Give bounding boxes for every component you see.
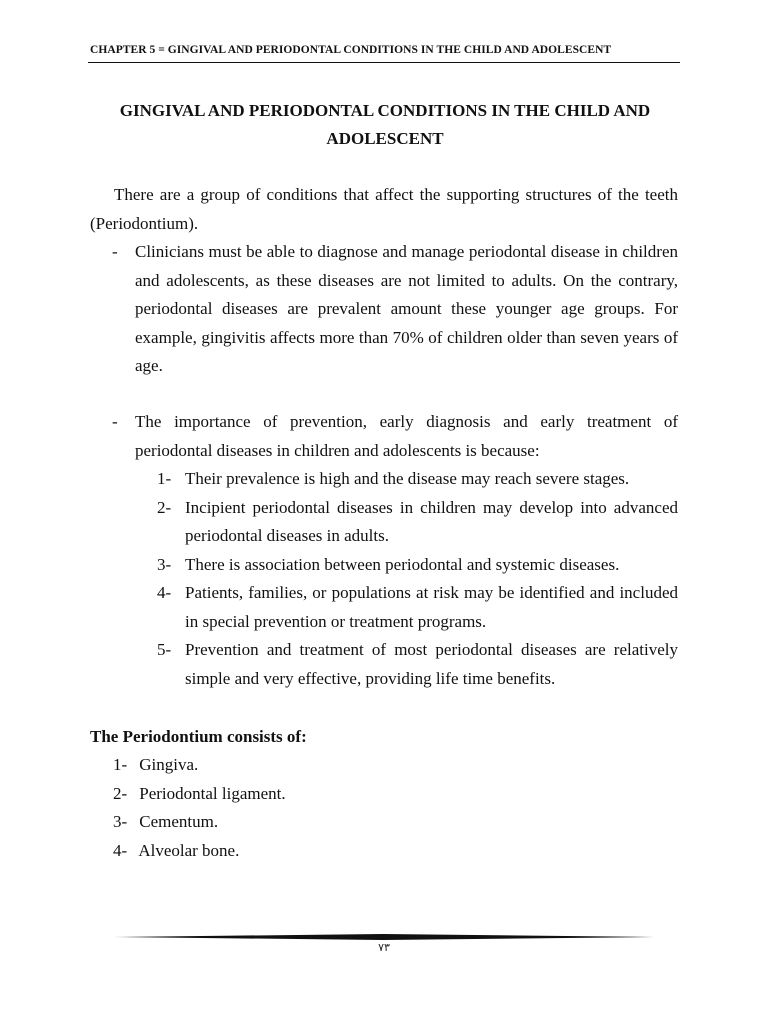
list-number: 1- [157, 469, 172, 488]
list-text: Incipient periodontal diseases in children may develop into advanced periodontal diseases in adults. [185, 497, 678, 545]
running-header: CHAPTER 5 = GINGIVAL AND PERIODONTAL CONDITIONS IN THE CHILD AND ADOLESCENT [90, 44, 612, 56]
bullet-dash: - [112, 242, 118, 261]
list-text: Their prevalence is high and the disease may reach severe stages. [185, 469, 630, 488]
list-text: Prevention and treatment of most periodontal diseases are relatively simple and very effective, providing life time benefits. [185, 640, 678, 688]
page-number: ٧٣ [378, 941, 390, 954]
list-number: 5- [157, 640, 172, 659]
list-number: 4- [157, 583, 172, 602]
list-text: Gingiva. [139, 755, 199, 774]
list-item [157, 579, 678, 636]
page-title [90, 97, 680, 153]
list-number: 1- [113, 755, 128, 774]
list-item [157, 465, 678, 494]
list-number: 2- [113, 783, 128, 803]
list-text: Alveolar bone. [138, 840, 240, 860]
list-item [113, 808, 286, 837]
list-number: 2- [157, 497, 172, 517]
list-text: Cementum. [139, 812, 219, 832]
intro-paragraph: There are a group of conditions that affect the supporting structures of the teeth (Periodontium). [90, 185, 678, 233]
title-line-2: ADOLESCENT [326, 129, 444, 148]
bullet-clinicians [112, 238, 678, 381]
bullet-text: The importance of prevention, early diagnosis and early treatment of periodontal diseases in children and adolescents is because: [135, 412, 678, 460]
list-item [157, 551, 678, 580]
title-line-1: GINGIVAL AND PERIODONTAL CONDITIONS IN THE CHILD AND [119, 101, 651, 120]
bullet-dash: - [112, 412, 118, 431]
list-text: Patients, families, or populations at risk may be identified and included in special prevention or treatment programs. [185, 583, 678, 631]
list-number: 4- [113, 840, 128, 860]
list-item [113, 751, 286, 780]
list-text: Periodontal ligament. [139, 783, 286, 803]
list-item [157, 494, 678, 551]
footer-ornament-rule [114, 934, 654, 940]
list-item [157, 636, 678, 693]
bullet-importance [112, 408, 678, 465]
periodontium-list [113, 751, 286, 865]
list-item [113, 780, 286, 809]
reasons-list [157, 465, 678, 693]
list-number: 3- [157, 554, 172, 574]
list-item [113, 837, 286, 866]
header-rule [88, 62, 680, 63]
bullet-text: Clinicians must be able to diagnose and manage periodontal disease in children and adolescents, as these diseases are not limited to adults. On the contrary, periodontal diseases are prevalent amount these younger age groups. For example, gingivitis affects more than 70% of children older than seven years of age. [135, 242, 678, 375]
section-heading: The Periodontium consists of: [90, 727, 307, 746]
list-number: 3- [113, 812, 128, 832]
list-text: There is association between periodontal and systemic diseases. [185, 554, 620, 574]
